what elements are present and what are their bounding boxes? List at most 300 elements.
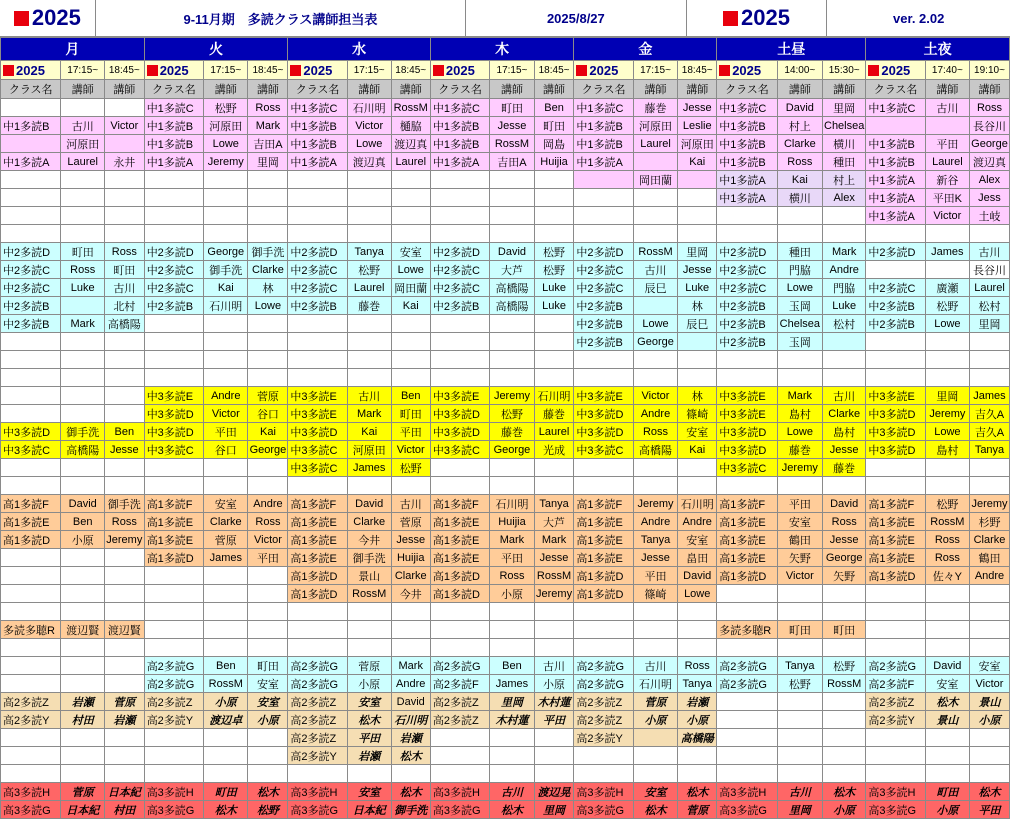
schedule-cell: Ben xyxy=(104,423,144,441)
schedule-cell: 中3多読D xyxy=(574,423,633,441)
schedule-cell xyxy=(925,459,969,477)
schedule-cell xyxy=(633,477,677,495)
schedule-cell xyxy=(61,549,104,567)
schedule-cell: Andre xyxy=(969,567,1009,585)
schedule-cell: Andre xyxy=(678,513,717,531)
schedule-cell xyxy=(104,549,144,567)
schedule-cell: 中2多読C xyxy=(288,261,347,279)
schedule-cell xyxy=(391,477,430,495)
schedule-cell xyxy=(925,351,969,369)
schedule-cell xyxy=(678,351,717,369)
schedule-cell xyxy=(490,459,534,477)
table-row xyxy=(1,567,1010,585)
table-row xyxy=(1,477,1010,495)
schedule-cell: 渡辺真 xyxy=(347,153,391,171)
schedule-cell xyxy=(288,225,347,243)
schedule-cell: 御手洗 xyxy=(391,801,430,819)
schedule-cell: Clarke xyxy=(347,513,391,531)
schedule-cell xyxy=(633,729,677,747)
schedule-cell: 石川明 xyxy=(534,387,574,405)
schedule-cell: Kai xyxy=(678,441,717,459)
schedule-cell xyxy=(204,747,248,765)
schedule-cell xyxy=(1,549,61,567)
schedule-cell: 高1多読F xyxy=(1,495,61,513)
schedule-cell xyxy=(574,477,633,495)
schedule-cell xyxy=(288,639,347,657)
schedule-cell: 高1多読D xyxy=(717,567,777,585)
schedule-cell xyxy=(823,693,866,711)
schedule-cell: 石川明 xyxy=(633,675,677,693)
schedule-cell xyxy=(777,747,822,765)
schedule-cell: 松村 xyxy=(823,315,866,333)
schedule-cell: 平田 xyxy=(777,495,822,513)
schedule-cell xyxy=(204,369,248,387)
schedule-cell xyxy=(391,315,430,333)
schedule-cell: 小原 xyxy=(823,801,866,819)
schedule-cell: 中2多読B xyxy=(574,315,633,333)
schedule-cell: David xyxy=(347,495,391,513)
schedule-cell: 中3多読C xyxy=(144,441,203,459)
schedule-cell: 安室 xyxy=(204,495,248,513)
schedule-cell: Andre xyxy=(391,675,430,693)
schedule-cell: James xyxy=(490,675,534,693)
schedule-cell xyxy=(104,99,144,117)
schedule-cell xyxy=(204,189,248,207)
schedule-cell: 高2多読G xyxy=(430,657,489,675)
schedule-cell: 高3多読G xyxy=(144,801,203,819)
schedule-cell: 中2多読C xyxy=(717,279,777,297)
schedule-cell: 高3多読H xyxy=(288,783,347,801)
schedule-cell: 高1多読D xyxy=(288,585,347,603)
schedule-cell: 長谷川 xyxy=(969,261,1009,279)
schedule-cell: 小原 xyxy=(534,675,574,693)
schedule-cell: 中1多読B xyxy=(288,135,347,153)
column-header-cell: 講師 xyxy=(823,80,866,99)
table-row xyxy=(1,405,1010,423)
schedule-cell xyxy=(633,369,677,387)
schedule-cell xyxy=(288,207,347,225)
year-tag-3: 2025 xyxy=(430,61,489,80)
schedule-cell: 中3多読E xyxy=(144,387,203,405)
schedule-cell: 渡辺晃 xyxy=(534,783,574,801)
schedule-cell: 小原 xyxy=(633,711,677,729)
schedule-cell xyxy=(347,603,391,621)
schedule-cell: 高1多読F xyxy=(574,495,633,513)
schedule-cell: 中2多読C xyxy=(1,261,61,279)
schedule-cell: 中1多読C xyxy=(574,99,633,117)
schedule-cell xyxy=(430,225,489,243)
schedule-cell: 高1多読D xyxy=(574,567,633,585)
schedule-cell: Ben xyxy=(391,387,430,405)
schedule-cell: Jeremy xyxy=(204,153,248,171)
schedule-cell: Kai xyxy=(248,423,288,441)
schedule-cell: 林 xyxy=(678,297,717,315)
table-row xyxy=(1,585,1010,603)
schedule-cell: Jeremy xyxy=(104,531,144,549)
table-row xyxy=(1,459,1010,477)
schedule-cell xyxy=(969,351,1009,369)
schedule-cell: 中3多読C xyxy=(717,459,777,477)
schedule-cell: 中2多読B xyxy=(1,315,61,333)
time-6-0: 17:40~ xyxy=(925,61,969,80)
schedule-cell: Ben xyxy=(490,657,534,675)
schedule-cell: 平田K xyxy=(925,189,969,207)
schedule-cell: 御手洗 xyxy=(61,423,104,441)
schedule-cell: 中2多読D xyxy=(574,243,633,261)
schedule-cell: 中3多読D xyxy=(430,423,489,441)
table-row xyxy=(1,351,1010,369)
schedule-cell: 高1多読E xyxy=(430,531,489,549)
schedule-cell: 中3多読D xyxy=(144,405,203,423)
schedule-cell: Jesse xyxy=(678,261,717,279)
schedule-cell xyxy=(288,315,347,333)
schedule-cell: 中3多読E xyxy=(866,387,925,405)
schedule-cell xyxy=(969,729,1009,747)
table-row xyxy=(1,279,1010,297)
schedule-cell: 高3多読H xyxy=(574,783,633,801)
schedule-cell xyxy=(248,207,288,225)
schedule-cell xyxy=(534,351,574,369)
schedule-cell xyxy=(777,351,822,369)
schedule-cell xyxy=(204,459,248,477)
schedule-cell: 高1多読E xyxy=(574,513,633,531)
schedule-cell: 高3多読H xyxy=(144,783,203,801)
schedule-cell: 平田 xyxy=(925,135,969,153)
schedule-cell: 中1多読B xyxy=(430,117,489,135)
schedule-cell xyxy=(925,261,969,279)
schedule-cell xyxy=(969,333,1009,351)
schedule-cell: 中2多読C xyxy=(574,279,633,297)
schedule-cell xyxy=(204,603,248,621)
schedule-cell: 町田 xyxy=(777,621,822,639)
schedule-cell xyxy=(61,225,104,243)
schedule-cell xyxy=(391,639,430,657)
schedule-cell: 吉田A xyxy=(248,135,288,153)
schedule-cell: 松野 xyxy=(534,243,574,261)
schedule-cell xyxy=(347,351,391,369)
schedule-cell: 中1多読C xyxy=(288,99,347,117)
schedule-cell xyxy=(777,693,822,711)
schedule-cell xyxy=(534,729,574,747)
schedule-cell xyxy=(866,639,925,657)
schedule-cell: 中1多読B xyxy=(1,117,61,135)
schedule-cell: 菅原 xyxy=(391,513,430,531)
schedule-cell: 中2多読C xyxy=(717,261,777,279)
schedule-cell xyxy=(1,225,61,243)
schedule-cell: Tanya xyxy=(347,243,391,261)
schedule-cell xyxy=(969,639,1009,657)
schedule-cell: 松木 xyxy=(490,801,534,819)
schedule-cell xyxy=(430,207,489,225)
schedule-cell xyxy=(204,585,248,603)
schedule-cell: 谷口 xyxy=(248,405,288,423)
schedule-cell xyxy=(678,477,717,495)
schedule-cell xyxy=(925,225,969,243)
schedule-cell: 中1多読A xyxy=(288,153,347,171)
year-tag-2: 2025 xyxy=(288,61,347,80)
schedule-cell: 高橋陽 xyxy=(490,297,534,315)
schedule-cell: 島村 xyxy=(925,441,969,459)
schedule-cell: 中1多読C xyxy=(144,99,203,117)
schedule-cell xyxy=(823,603,866,621)
schedule-cell xyxy=(104,351,144,369)
schedule-cell xyxy=(969,765,1009,783)
schedule-cell: 古川 xyxy=(777,783,822,801)
schedule-cell: 村田 xyxy=(61,711,104,729)
schedule-cell xyxy=(633,765,677,783)
schedule-cell xyxy=(61,369,104,387)
schedule-cell xyxy=(490,351,534,369)
schedule-cell: 御手洗 xyxy=(104,495,144,513)
schedule-cell: 里岡 xyxy=(678,243,717,261)
schedule-cell: Ross xyxy=(104,513,144,531)
schedule-cell: Jeremy xyxy=(777,459,822,477)
schedule-cell xyxy=(717,369,777,387)
schedule-cell: 吉久A xyxy=(969,423,1009,441)
schedule-cell: 古川 xyxy=(490,783,534,801)
schedule-cell xyxy=(104,657,144,675)
schedule-cell: 安室 xyxy=(678,531,717,549)
schedule-cell: RossM xyxy=(204,675,248,693)
schedule-cell: 藤巻 xyxy=(777,441,822,459)
schedule-cell: 藤巻 xyxy=(347,297,391,315)
schedule-cell: 小原 xyxy=(490,585,534,603)
schedule-cell xyxy=(1,585,61,603)
schedule-cell xyxy=(1,405,61,423)
schedule-cell: Tanya xyxy=(777,657,822,675)
schedule-cell xyxy=(717,747,777,765)
column-header-cell: クラス名 xyxy=(144,80,203,99)
schedule-cell xyxy=(288,603,347,621)
schedule-cell: 松木 xyxy=(248,783,288,801)
schedule-cell: 中1多読A xyxy=(430,153,489,171)
schedule-cell: David xyxy=(678,567,717,585)
schedule-cell xyxy=(288,171,347,189)
column-header-cell: 講師 xyxy=(633,80,677,99)
schedule-cell xyxy=(204,477,248,495)
schedule-cell xyxy=(204,729,248,747)
schedule-cell xyxy=(678,333,717,351)
schedule-cell xyxy=(430,477,489,495)
schedule-cell xyxy=(430,189,489,207)
schedule-cell xyxy=(633,639,677,657)
schedule-cell: 高2多読Z xyxy=(574,693,633,711)
schedule-cell: 里岡 xyxy=(534,801,574,819)
schedule-cell xyxy=(678,207,717,225)
schedule-cell xyxy=(248,351,288,369)
schedule-cell xyxy=(633,621,677,639)
schedule-cell: Mark xyxy=(391,657,430,675)
schedule-cell: Laurel xyxy=(633,135,677,153)
schedule-cell: Ben xyxy=(61,513,104,531)
schedule-cell xyxy=(61,387,104,405)
schedule-cell xyxy=(633,207,677,225)
schedule-cell: 高2多読G xyxy=(574,657,633,675)
schedule-cell: James xyxy=(204,549,248,567)
schedule-cell xyxy=(61,405,104,423)
schedule-cell xyxy=(204,621,248,639)
schedule-cell xyxy=(823,351,866,369)
schedule-cell: Ross xyxy=(969,99,1009,117)
schedule-cell: Huijia xyxy=(490,513,534,531)
schedule-cell xyxy=(823,639,866,657)
schedule-cell: 中3多読E xyxy=(574,387,633,405)
schedule-cell xyxy=(925,621,969,639)
schedule-cell xyxy=(969,477,1009,495)
table-row xyxy=(1,315,1010,333)
schedule-cell: David xyxy=(490,243,534,261)
schedule-cell xyxy=(1,171,61,189)
column-header-cell: 講師 xyxy=(61,80,104,99)
column-header-cell: 講師 xyxy=(678,80,717,99)
schedule-cell: 松木 xyxy=(678,783,717,801)
schedule-cell: David xyxy=(823,495,866,513)
schedule-cell: 中1多読A xyxy=(717,189,777,207)
schedule-cell: 岡田蘭 xyxy=(633,171,677,189)
schedule-cell: 小原 xyxy=(204,693,248,711)
schedule-cell: 中2多読D xyxy=(430,243,489,261)
schedule-cell: 高1多読E xyxy=(430,549,489,567)
schedule-cell xyxy=(144,333,203,351)
schedule-cell: Victor xyxy=(248,531,288,549)
schedule-cell xyxy=(248,729,288,747)
schedule-cell xyxy=(347,225,391,243)
time-5-0: 14:00~ xyxy=(777,61,822,80)
schedule-cell xyxy=(717,729,777,747)
schedule-cell xyxy=(204,315,248,333)
time-0-0: 17:15~ xyxy=(61,61,104,80)
schedule-cell xyxy=(144,603,203,621)
schedule-cell: Ross xyxy=(248,513,288,531)
schedule-cell xyxy=(288,369,347,387)
schedule-cell: 高3多読G xyxy=(288,801,347,819)
schedule-cell xyxy=(1,387,61,405)
schedule-cell xyxy=(534,459,574,477)
schedule-cell xyxy=(925,117,969,135)
column-header-cell: 講師 xyxy=(204,80,248,99)
schedule-cell xyxy=(144,639,203,657)
schedule-cell: 高1多読E xyxy=(288,549,347,567)
schedule-cell: 高橋陽 xyxy=(490,279,534,297)
schedule-cell: 矢野 xyxy=(777,549,822,567)
table-row xyxy=(1,261,1010,279)
schedule-cell: 高2多読G xyxy=(144,657,203,675)
schedule-cell: 高3多読H xyxy=(1,783,61,801)
table-row xyxy=(1,369,1010,387)
schedule-cell: 中2多読C xyxy=(430,279,489,297)
schedule-cell xyxy=(61,171,104,189)
schedule-cell: 木村蓮 xyxy=(490,711,534,729)
schedule-cell: George xyxy=(204,243,248,261)
column-header-cell: クラス名 xyxy=(430,80,489,99)
schedule-cell: 高2多読G xyxy=(144,675,203,693)
schedule-cell: George xyxy=(490,441,534,459)
schedule-cell xyxy=(969,603,1009,621)
schedule-cell xyxy=(61,765,104,783)
schedule-cell xyxy=(1,729,61,747)
schedule-cell xyxy=(248,171,288,189)
schedule-cell: 中1多読B xyxy=(144,135,203,153)
schedule-cell xyxy=(717,693,777,711)
schedule-cell: 松野 xyxy=(925,495,969,513)
schedule-cell: 平田 xyxy=(347,729,391,747)
schedule-cell: Huijia xyxy=(534,153,574,171)
schedule-cell: Jesse xyxy=(104,441,144,459)
schedule-cell xyxy=(288,189,347,207)
schedule-cell: 古川 xyxy=(823,387,866,405)
schedule-cell: 高2多読Y xyxy=(288,747,347,765)
schedule-cell: Laurel xyxy=(61,153,104,171)
schedule-cell: 松木 xyxy=(391,783,430,801)
schedule-cell xyxy=(430,765,489,783)
schedule-cell xyxy=(391,171,430,189)
schedule-cell xyxy=(866,369,925,387)
schedule-cell xyxy=(777,225,822,243)
schedule-cell xyxy=(61,603,104,621)
red-square-icon-2 xyxy=(723,11,738,26)
schedule-cell: 河原田 xyxy=(678,135,717,153)
schedule-cell: RossM xyxy=(490,135,534,153)
schedule-cell xyxy=(969,459,1009,477)
schedule-cell xyxy=(1,675,61,693)
schedule-cell xyxy=(347,171,391,189)
schedule-cell xyxy=(144,747,203,765)
schedule-cell xyxy=(678,459,717,477)
schedule-cell xyxy=(717,207,777,225)
schedule-cell: 河原田 xyxy=(61,135,104,153)
schedule-cell: Jeremy xyxy=(534,585,574,603)
version-label: ver. 2.02 xyxy=(893,10,945,26)
schedule-cell: Laurel xyxy=(969,279,1009,297)
schedule-cell: 古川 xyxy=(391,495,430,513)
schedule-cell xyxy=(969,747,1009,765)
schedule-cell: 景山 xyxy=(969,693,1009,711)
schedule-cell: 高橋陽 xyxy=(61,441,104,459)
column-header-cell: クラス名 xyxy=(866,80,925,99)
schedule-cell: Victor xyxy=(969,675,1009,693)
schedule-cell: RossM xyxy=(391,99,430,117)
schedule-cell xyxy=(490,333,534,351)
schedule-cell: 菅原 xyxy=(61,783,104,801)
schedule-cell xyxy=(678,639,717,657)
table-row xyxy=(1,387,1010,405)
schedule-cell xyxy=(248,585,288,603)
schedule-cell xyxy=(574,747,633,765)
schedule-cell: 古川 xyxy=(347,387,391,405)
schedule-cell xyxy=(61,99,104,117)
schedule-cell xyxy=(678,765,717,783)
schedule-cell xyxy=(866,621,925,639)
schedule-cell xyxy=(61,639,104,657)
schedule-cell: Luke xyxy=(534,297,574,315)
schedule-cell xyxy=(823,207,866,225)
schedule-cell: 日本紀 xyxy=(347,801,391,819)
schedule-cell: 中2多読B xyxy=(574,297,633,315)
schedule-cell xyxy=(925,729,969,747)
schedule-cell: 高3多読G xyxy=(717,801,777,819)
schedule-cell: 菅原 xyxy=(633,693,677,711)
column-header-cell: クラス名 xyxy=(574,80,633,99)
schedule-cell xyxy=(925,477,969,495)
schedule-cell: Lowe xyxy=(925,423,969,441)
schedule-cell: 吉田A xyxy=(490,153,534,171)
table-row xyxy=(1,117,1010,135)
schedule-cell: Jeremy xyxy=(969,495,1009,513)
schedule-cell: Mark xyxy=(248,117,288,135)
schedule-cell: Clarke xyxy=(777,135,822,153)
sheet-date: 2025/8/27 xyxy=(466,0,687,36)
schedule-cell: 高1多読D xyxy=(430,567,489,585)
